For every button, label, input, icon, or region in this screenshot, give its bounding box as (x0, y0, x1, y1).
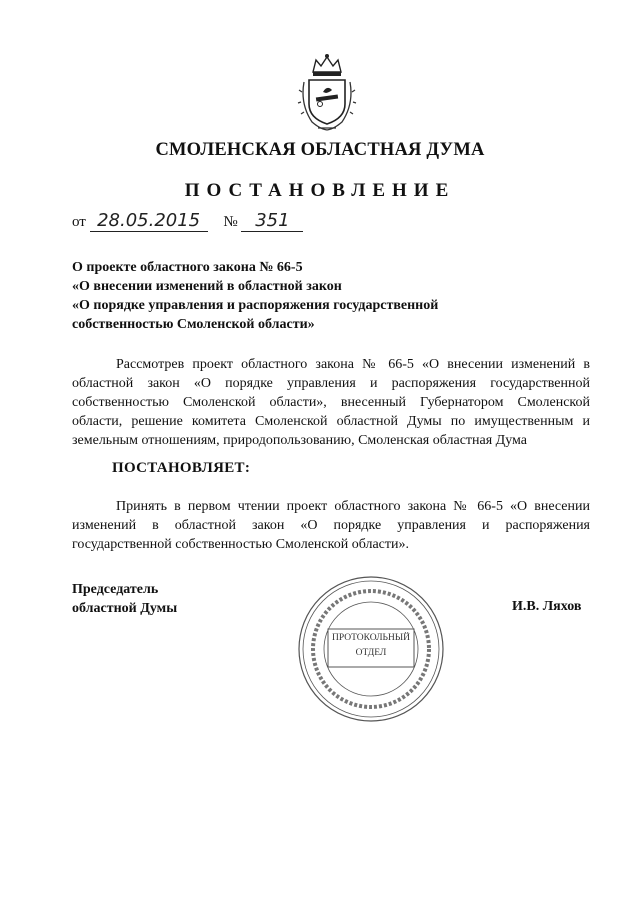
subject-line: собственностью Смоленской области» (72, 317, 315, 332)
signatory-title (72, 580, 177, 618)
stamp-label-line: ПРОТОКОЛЬНЫЙ (331, 633, 411, 643)
decision-text: Принять в первом чтении проект областного закона № 66-5 «О внесении изменений в областной закон «О порядке управления и распоряжения государственной собственностью Смоленской области». (72, 499, 590, 552)
coat-of-arms-icon (296, 52, 358, 132)
decision-paragraph (72, 497, 590, 554)
handwritten-number: 351 (255, 210, 290, 231)
signatory-title-line: Председатель (72, 582, 159, 597)
signatory-title-line: областной Думы (72, 601, 178, 616)
resolves-heading: ПОСТАНОВЛЯЕТ: (112, 460, 251, 476)
organization-title: СМОЛЕНСКАЯ ОБЛАСТНАЯ ДУМА (155, 140, 485, 160)
handwritten-date: 28.05.2015 (97, 210, 201, 231)
document-subject (72, 258, 438, 334)
preamble-paragraph (72, 355, 590, 450)
stamp-label (328, 631, 414, 661)
number-label: № (223, 214, 238, 230)
date-from-label: от (72, 214, 86, 230)
subject-line: «О порядке управления и распоряжения государственной (72, 298, 439, 313)
date-underline (90, 212, 208, 232)
date-number-line (72, 212, 303, 232)
signatory-name: И.В. Ляхов (512, 599, 582, 614)
document-type: ПОСТАНОВЛЕНИЕ (184, 180, 456, 201)
subject-line: «О внесении изменений в областной закон (72, 279, 342, 294)
stamp-label-line: ОТДЕЛ (355, 648, 387, 658)
subject-line: О проекте областного закона № 66-5 (72, 260, 303, 275)
preamble-text: Рассмотрев проект областного закона № 66-5 «О внесении изменений в областной закон «О порядке управления и распоряжения государственной собственностью Смоленской области», внесенный Губернатором Смоленской области, решение комитета Смоленской областной Думы по имущественным и земельным отношениям, природопользованию, Смоленская областная Дума (72, 357, 590, 448)
number-underline (241, 212, 303, 232)
